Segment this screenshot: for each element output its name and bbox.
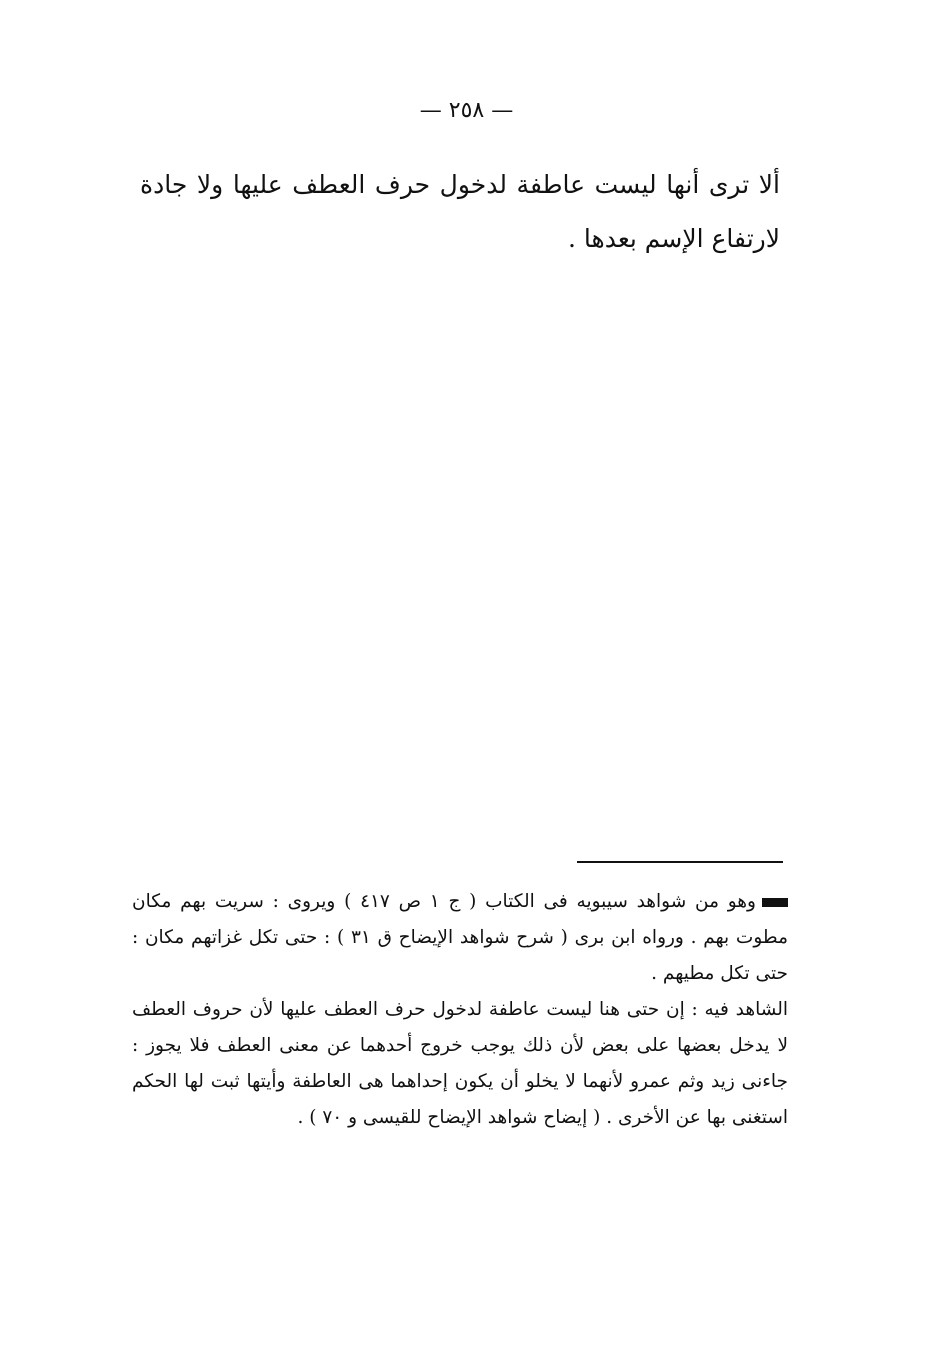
page-number: — ٢٥٨ — <box>419 98 514 123</box>
main-text <box>140 158 780 266</box>
footnote-text: وهو من شواهد سيبويه فى الكتاب ( ج ١ ص ٤١٧ ) ويروى : سريت بهم مكان مطوت بهم . ورواه ابن برى ( شرح شواهد الإيضاح ق ٣١ ) : حتى تكل غزاتهم مكان : حتى تكل مطيهم . <box>132 891 788 984</box>
footnote-paragraph: الشاهد فيه : إن حتى هنا ليست عاطفة لدخول حرف العطف عليها لأن حروف العطف لا يدخل بعضها على بعض لأن ذلك يوجب خروج أحدهما عن معنى العطف فلا يجوز : جاءنى زيد وثم عمرو لأنهما لا يخلو أن يكون إحداهما هى العاطفة وأيتها ثبت لها الحكم استغنى بها عن الأخرى . ( إيضاح شواهد الإيضاح للقيسى و ٧٠ ) . <box>132 999 788 1128</box>
footnote-paragraph <box>132 884 788 992</box>
footnotes <box>132 884 788 1136</box>
footnote-marker-icon <box>762 898 788 907</box>
footnote-divider <box>577 861 783 863</box>
main-paragraph: ألا ترى أنها ليست عاطفة لدخول حرف العطف عليها ولا جادة لارتفاع الإسم بعدها . <box>140 170 780 253</box>
